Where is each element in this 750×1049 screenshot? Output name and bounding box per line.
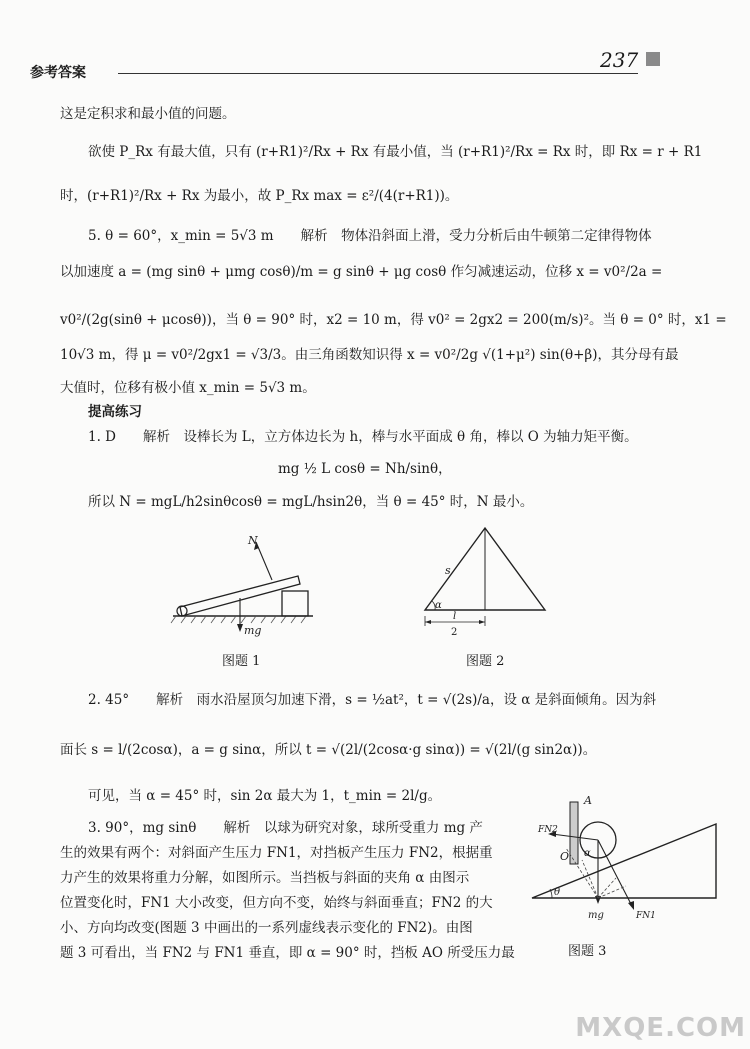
text-line: 以加速度 a = (mg sinθ + μmg cosθ)/m = g sinθ + μg cosθ 作匀减速运动，位移 x = v0²/2a = xyxy=(60,264,663,280)
force-n-label: N xyxy=(248,534,258,547)
page-corner-mark xyxy=(646,52,660,66)
text-line: 位置变化时，FN1 大小改变，但方向不变，始终与斜面垂直；FN2 的大 xyxy=(60,895,493,911)
text-line: 可见，当 α = 45° 时，sin 2α 最大为 1，t_min = 2l/g。 xyxy=(88,788,442,804)
text-line: 小、方向均改变(图题 3 中画出的一系列虚线表示变化的 FN2)。由图 xyxy=(60,920,473,936)
slope-s-label: s xyxy=(445,564,451,577)
point-o-label: O xyxy=(560,850,570,863)
angle-alpha-label: α xyxy=(435,600,442,611)
angle-alpha-label: α xyxy=(584,848,591,859)
text-line: 生的效果有两个：对斜面产生压力 FN1，对挡板产生压力 FN2，根据重 xyxy=(60,845,493,861)
figure-2 xyxy=(415,518,555,636)
page-number: 237 xyxy=(600,48,639,72)
figure-2-caption: 图题 2 xyxy=(466,654,505,669)
roof-triangle-diagram xyxy=(415,518,555,636)
figure-1 xyxy=(168,528,318,646)
text-line: 面长 s = l/(2cosα)，a = g sinα，所以 t = √(2l/(2cosα·g sinα)) = √(2l/(g sin2α))。 xyxy=(60,742,597,758)
section-heading: 提高练习 xyxy=(88,404,142,420)
text-line: 题 3 可看出，当 FN2 与 FN1 垂直，即 α = 90° 时，挡板 AO 所受压力最 xyxy=(60,945,515,961)
text-line: 10√3 m，得 μ = v0²/2gx1 = √3/3。由三角函数知识得 x = v0²/2g √(1+μ²) sin(θ+β)，其分母有最 xyxy=(60,347,679,363)
angle-theta-label: θ xyxy=(554,887,561,898)
answer-2-line: 2. 45° 解析 雨水沿屋顶匀加速下滑，s = ½at²，t = √(2s)/a，设 α 是斜面倾角。因为斜 xyxy=(88,692,657,708)
figure-3 xyxy=(526,790,732,926)
text-line: 力产生的效果将重力分解，如图所示。当挡板与斜面的夹角 α 由图示 xyxy=(60,870,470,886)
answer-3-line: 3. 90°，mg sinθ 解析 以球为研究对象，球所受重力 mg 产 xyxy=(88,820,483,836)
point-a-label: A xyxy=(584,794,592,807)
force-fn1-label: FN1 xyxy=(636,911,656,921)
half-width-l-label: l xyxy=(453,611,457,622)
weight-mg-label: mg xyxy=(244,624,262,637)
ball-incline-diagram xyxy=(526,790,732,926)
text-line: 所以 N = mgL/h2sinθcosθ = mgL/hsin2θ，当 θ = 45° 时，N 最小。 xyxy=(88,494,534,510)
text-line: 大值时，位移有极小值 x_min = 5√3 m。 xyxy=(60,380,316,396)
weight-mg-label: mg xyxy=(588,910,604,921)
equation-line: mg ½ L cosθ = Nh/sinθ， xyxy=(278,461,452,477)
answer-5-line: 5. θ = 60°，x_min = 5√3 m 解析 物体沿斜面上滑，受力分析后由牛顿第二定律得物体 xyxy=(88,228,652,244)
text-line: 欲使 P_Rx 有最大值，只有 (r+R1)²/Rx + Rx 有最小值，当 (r+R1)²/Rx = Rx 时，即 Rx = r + R1 xyxy=(88,144,703,160)
figure-3-caption: 图题 3 xyxy=(568,944,607,959)
half-width-2-label: 2 xyxy=(451,627,458,636)
section-title: 参考答案 xyxy=(30,65,86,81)
answer-1-line: 1. D 解析 设棒长为 L，立方体边长为 h，棒与水平面成 θ 角，棒以 O 为轴力矩平衡。 xyxy=(88,429,638,445)
text-line: v0²/(2g(sinθ + μcosθ))，当 θ = 90° 时，x2 = 10 m，得 v0² = 2gx2 = 200(m/s)²。当 θ = 0° 时，x1 = xyxy=(60,312,727,328)
watermark-logo: MXQE.COM xyxy=(575,1013,746,1043)
text-line: 时，(r+R1)²/Rx + Rx 为最小，故 P_Rx max = ε²/(4(r+R1))。 xyxy=(60,188,459,204)
rod-cube-diagram xyxy=(168,528,318,646)
text-line: 这是定积求和最小值的问题。 xyxy=(60,106,236,122)
header-rule xyxy=(118,73,638,74)
figure-1-caption: 图题 1 xyxy=(222,654,261,669)
force-fn2-label: FN2 xyxy=(538,825,558,835)
